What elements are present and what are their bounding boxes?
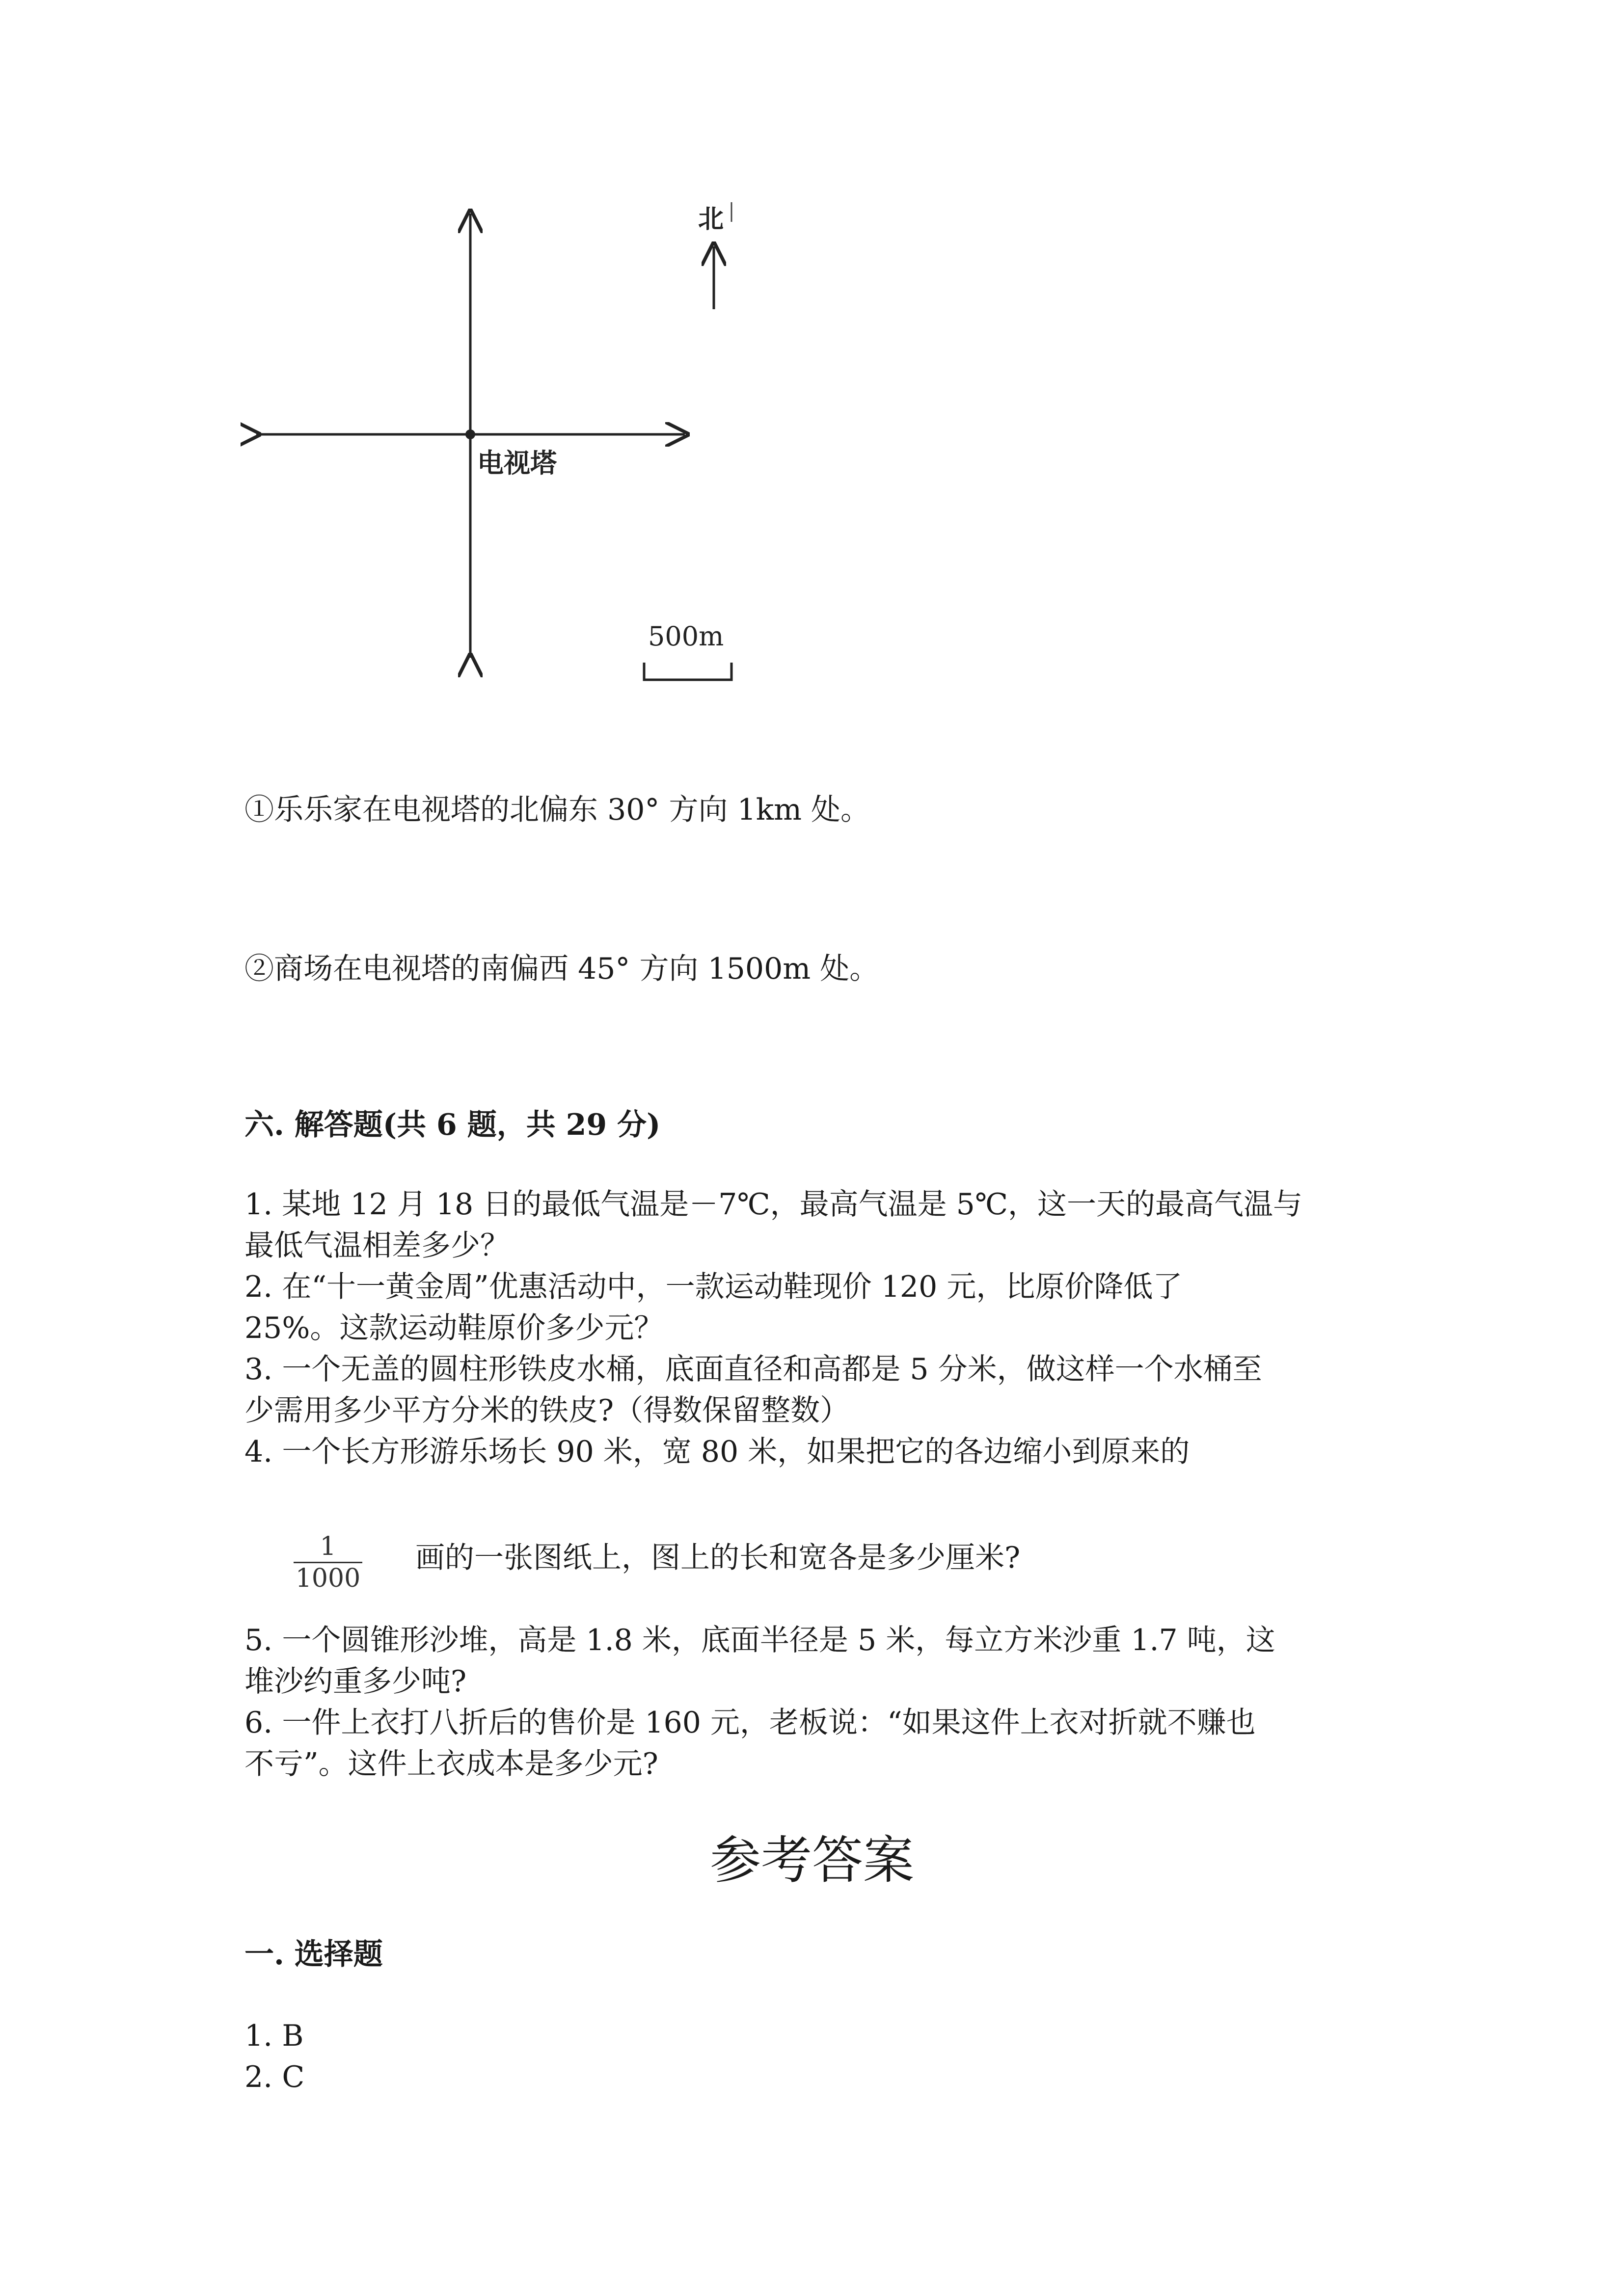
answers-section-1-heading: 一. 选择题 [244, 1937, 383, 1972]
q3-line2: 少需用多少平方分米的铁皮?（得数保留整数） [244, 1393, 850, 1428]
q1-line1: 1. 某地 12 月 18 日的最低气温是－7℃，最高气温是 5℃，这一天的最高气温与 [244, 1187, 1302, 1222]
fraction-denominator: 1000 [294, 1562, 362, 1594]
section-6-heading: 六. 解答题(共 6 题，共 29 分) [244, 1108, 661, 1142]
tv-tower-point [465, 429, 475, 439]
q2-line1: 2. 在“十一黄金周”优惠活动中，一款运动鞋现价 120 元，比原价降低了 [244, 1270, 1183, 1304]
scale-label: 500m [648, 621, 724, 652]
direction-diagram [241, 191, 756, 692]
north-label: 北 [698, 205, 724, 234]
fraction-numerator: 1 [320, 1532, 336, 1561]
fraction-one-thousandth [294, 1531, 362, 1594]
tv-tower-label: 电视塔 [477, 448, 557, 479]
scale-bar [644, 663, 731, 680]
task-item-2: ②商场在电视塔的南偏西 45° 方向 1500m 处。 [244, 952, 879, 986]
q2-line2: 25%。这款运动鞋原价多少元？ [244, 1311, 664, 1345]
q5-line2: 堆沙约重多少吨? [244, 1664, 467, 1699]
q1-line2: 最低气温相差多少？ [244, 1228, 510, 1263]
answer-item-2: 2. C [244, 2060, 305, 2094]
task-item-1: ①乐乐家在电视塔的北偏东 30° 方向 1km 处。 [244, 793, 870, 827]
answers-title: 参考答案 [709, 1830, 914, 1890]
q4-line2: 画的一张图纸上，图上的长和宽各是多少厘米? [415, 1541, 1021, 1575]
q6-line1: 6. 一件上衣打八折后的售价是 160 元，老板说：“如果这件上衣对折就不赚也 [244, 1706, 1256, 1740]
q4-line1: 4. 一个长方形游乐场长 90 米，宽 80 米，如果把它的各边缩小到原来的 [244, 1435, 1190, 1469]
answer-item-1: 1. B [244, 2019, 304, 2053]
q3-line1: 3. 一个无盖的圆柱形铁皮水桶，底面直径和高都是 5 分米，做这样一个水桶至 [244, 1352, 1262, 1387]
q5-line1: 5. 一个圆锥形沙堆，高是 1.8 米，底面半径是 5 米，每立方米沙重 1.7 吨，这 [244, 1623, 1275, 1657]
q6-line2: 不亏”。这件上衣成本是多少元? [244, 1747, 658, 1781]
